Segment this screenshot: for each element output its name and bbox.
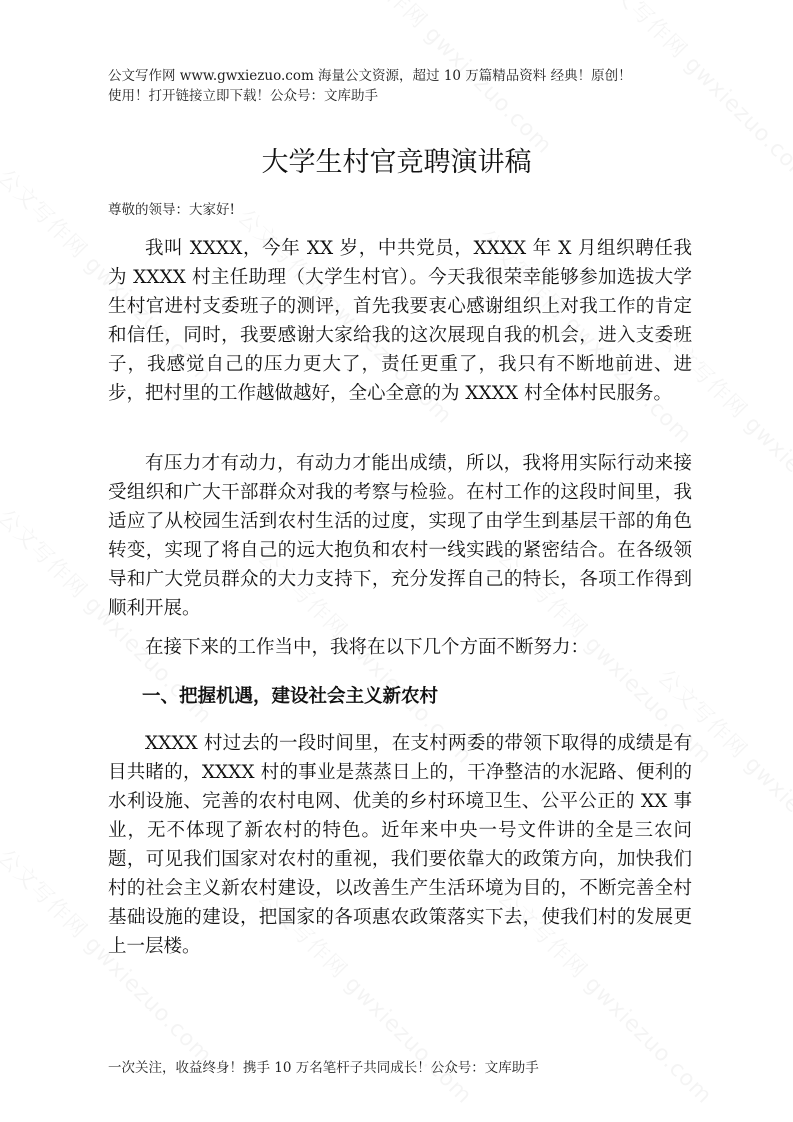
paragraph: 我叫 XXXX，今年 XX 岁，中共党员，XXXX 年 X 月组织聘任我为 XXXX 村主任助理（大学生村官）。今天我很荣幸能够参加选拔大学生村官进村支委班子的测评，首先我要衷心感谢组织上对我工作的肯定和信任，同时，我要感谢大家给我的这次展现自我的机会，进入支委班子，我感觉自己的压力更大了，责任更重了，我只有不断地前进、进步，把村里的工作越做越好，全心全意的为 XXXX 村全体村民服务。 [108,238,692,404]
header-promo [108,66,708,106]
salutation: 尊敬的领导：大家好! [108,202,235,218]
header-promo-line: 使用！打开链接立即下载！公众号：文库助手 [108,88,378,104]
document-title: 大学生村官竞聘演讲稿 [261,147,532,178]
paragraph: XXXX 村过去的一段时间里，在支村两委的带领下取得的成绩是有目共睹的，XXXX 村的事业是蒸蒸日上的，干净整洁的水泥路、便利的水利设施、完善的农村电网、优美的乡村环境卫生、公平公正的 XX 事业，无不体现了新农村的特色。近年来中央一号文件讲的全是三农问题，可见我们国家对农村的重视，我们要依靠大的政策方向，加快我们村的社会主义新农村建设，以改善生产生活环境为目的，不断完善全村基础设施的建设，把国家的各项惠农政策落实下去，使我们村的发展更上一层楼。 [108,733,692,957]
footer-promo: 一次关注，收益终身！携手 10 万名笔杆子共同成长！公众号：文库助手 [108,1060,539,1076]
paragraph: 有压力才有动力，有动力才能出成绩，所以，我将用实际行动来接受组织和广大干部群众对我的考察与检验。在村工作的这段时间里，我适应了从校园生活到农村生活的过度，实现了由学生到基层干部的角色转变，实现了将自己的远大抱负和农村一线实践的紧密结合。在各级领导和广大党员群众的大力支持下，充分发挥自己的特长，各项工作得到顺利开展。 [108,453,692,619]
paragraph: 在接下来的工作当中，我将在以下几个方面不断努力： [145,637,590,658]
section-heading: 一、把握机遇，建设社会主义新农村 [142,686,439,707]
header-promo-line: 公文写作网 www.gwxiezuo.com 海量公文资源，超过 10 万篇精品资料 经典！原创！ [108,68,632,84]
